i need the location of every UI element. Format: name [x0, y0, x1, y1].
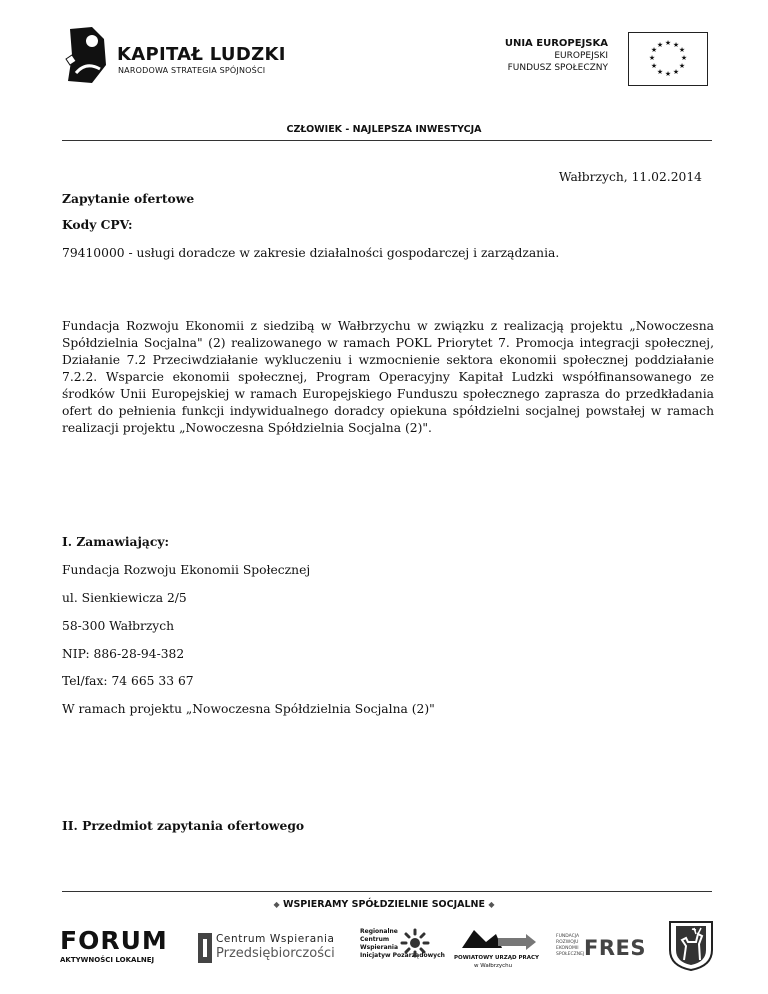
sun-icon [400, 928, 430, 958]
eu-line-2: EUROPEJSKI [554, 51, 608, 61]
footer-divider [62, 891, 712, 892]
diamond-icon: ◆ [273, 900, 280, 909]
forum-logo-name: FORUM [60, 926, 168, 955]
document-date: Wałbrzych, 11.02.2014 [558, 170, 702, 184]
svg-text:★: ★ [650, 62, 658, 70]
header-motto: CZŁOWIEK - NAJLEPSZA INWESTYCJA [286, 124, 482, 135]
section-2-heading: II. Przedmiot zapytania ofertowego [62, 818, 305, 833]
document-title: Zapytanie ofertowe [62, 191, 195, 206]
cwp-logo [198, 933, 343, 963]
svg-text:★: ★ [680, 54, 688, 62]
eu-line-3: FUNDUSZ SPOŁECZNY [507, 63, 608, 73]
svg-text:★: ★ [672, 68, 680, 76]
pup-logo [452, 926, 542, 972]
pup-line-2: w Wałbrzychu [474, 963, 513, 969]
fres-small-4: SPOŁECZNEJ [556, 952, 585, 957]
ordering-party-name: Fundacja Rozwoju Ekonomii Społecznej [62, 563, 311, 577]
eu-flag-icon [628, 32, 708, 86]
svg-text:★: ★ [672, 41, 680, 49]
pup-mark-icon [452, 926, 542, 952]
rcw-line-3: Wspierania [360, 944, 398, 951]
eu-line-1: UNIA EUROPEJSKA [504, 38, 608, 49]
svg-text:★: ★ [656, 41, 664, 49]
diamond-icon: ◆ [488, 900, 495, 909]
fres-small-text [556, 934, 584, 958]
forum-logo-subtitle: AKTYWNOŚCI LOKALNEJ [60, 956, 155, 964]
coat-of-arms-icon [668, 920, 714, 972]
svg-text:★: ★ [648, 54, 656, 62]
ordering-party-street: ul. Sienkiewicza 2/5 [62, 591, 187, 605]
fres-small-3: EKONOMII [556, 946, 579, 951]
svg-text:★: ★ [664, 70, 672, 78]
svg-text:★: ★ [678, 46, 686, 54]
header-divider [62, 140, 712, 141]
section-1-heading: I. Zamawiający: [62, 534, 170, 549]
rcw-line-1: Regionalne [360, 928, 398, 935]
cpv-value: 79410000 - usługi doradcze w zakresie działalności gospodarczej i zarządzania. [62, 246, 560, 260]
cpv-heading: Kody CPV: [62, 217, 133, 232]
footer-motto [0, 899, 768, 910]
svg-text:★: ★ [678, 62, 686, 70]
pup-line-1: POWIATOWY URZĄD PRACY [454, 955, 540, 961]
kapital-ludzki-title: KAPITAŁ LUDZKI [117, 44, 286, 65]
cwp-line-1: Centrum Wspierania [216, 933, 335, 945]
cwp-mark-icon [198, 933, 212, 963]
rcw-line-2: Centrum [360, 936, 390, 943]
kapital-ludzki-logo-icon [62, 25, 110, 85]
svg-text:★: ★ [650, 46, 658, 54]
ordering-party-project: W ramach projektu „Nowoczesna Spółdzielnia Socjalna (2)" [62, 702, 435, 716]
fres-small-1: FUNDACJA [556, 934, 580, 939]
fres-name: FRES [584, 936, 646, 960]
rcw-logo [360, 928, 445, 972]
kapital-ludzki-subtitle: NARODOWA STRATEGIA SPÓJNOŚCI [118, 66, 266, 75]
footer-motto-text: WSPIERAMY SPÓŁDZIELNIE SOCJALNE [282, 899, 485, 910]
ordering-party-city: 58-300 Wałbrzych [62, 619, 175, 633]
fres-small-2: ROZWOJU [556, 940, 579, 945]
fres-logo [556, 934, 646, 966]
forum-logo [60, 928, 180, 964]
ordering-party-nip: NIP: 886-28-94-382 [62, 647, 185, 661]
ordering-party-phone: Tel/fax: 74 665 33 67 [62, 674, 194, 688]
intro-paragraph: Fundacja Rozwoju Ekonomii z siedzibą w Wałbrzychu w związku z realizacją projektu „Nowoczesna Spółdzielnia Socjalna" (2) realizowanego w ramach POKL Priorytet 7. Promocja integracji społecznej, Działanie 7.2 Przeciwdziałanie wykluczeniu i wzmocnienie sektora ekonomii społecznej poddziałanie 7.2.2. Wsparcie ekonomii społecznej, Program Operacyjny Kapitał Ludzki współfinansowanego ze środków Unii Europejskiej w ramach Europejskiego Funduszu społecznego zaprasza do przedkładania ofert do pełnienia funkcji indywidualnego doradcy opiekuna spółdzielni socjalnej powstałej w ramach realizacji projektu „Nowoczesna Spółdzielnia Socjalna (2)". [62, 319, 714, 435]
eu-label [505, 38, 608, 74]
svg-text:★: ★ [664, 39, 672, 47]
svg-text:★: ★ [656, 68, 664, 76]
cwp-line-2: Przedsiębiorczości [216, 946, 335, 961]
rcw-line-4: Inicjatyw Pozarządowych [360, 952, 445, 959]
